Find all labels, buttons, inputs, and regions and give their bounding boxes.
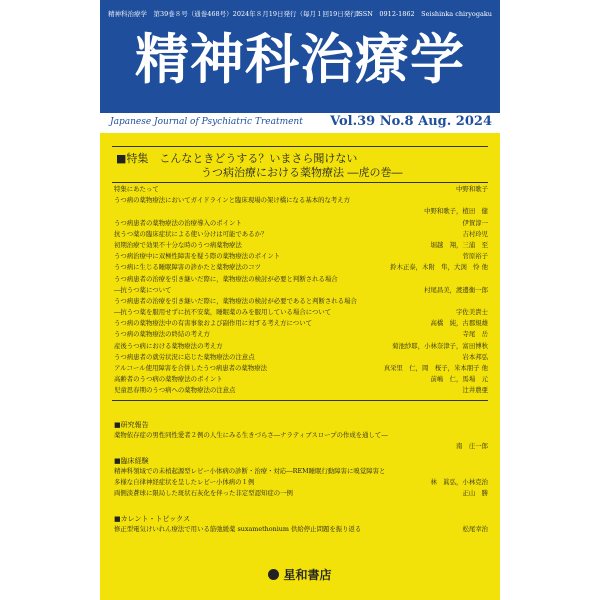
toc-entry-title: うつ病に生じる睡眠障害の診かたと薬物療法のコツ	[114, 263, 261, 272]
toc-entry-author: 正山 勝	[460, 488, 488, 499]
toc-entry-author: 菊池紗耶，小林奈津子，富田博秋	[390, 341, 488, 352]
toc-entry-author: 松尾幸治	[460, 524, 488, 535]
section-toc	[114, 524, 488, 535]
section-heading: ■研究報告	[114, 421, 149, 429]
toc-entry-title: 多様な自律神経症状を呈したレビー小体病の１例	[114, 478, 255, 487]
toc-entry-author: 吉村玲児	[460, 229, 488, 240]
toc-entry	[114, 262, 488, 273]
toc-entry	[114, 206, 488, 217]
toc-entry	[114, 240, 488, 251]
toc-entry-title: ―抗うつ薬を服用せずに抗不安薬，睡眠薬のみを服用している場合について	[114, 308, 332, 317]
toc-entry-title: 高齢者のうつ病の薬物療法のポイント	[114, 375, 223, 384]
divider	[112, 182, 488, 183]
toc-entry	[114, 341, 488, 352]
toc-entry-author: 寺尾 岳	[460, 329, 488, 340]
toc-entry-title: 両側淡蒼球に限局した斑状石灰化を伴った非定型認知症の一例	[114, 489, 293, 498]
masthead	[100, 0, 500, 113]
toc-entry-title: うつ病の薬物療法においてガイドラインと臨床現場の架け橋になる基本的な考え方	[114, 196, 351, 205]
toc-entry-title: 修正型電気けいれん療法で用いる筋弛緩薬 suxamethonium 供給停止問題を振り返る	[114, 525, 362, 533]
toc-entry	[114, 274, 488, 285]
toc-entry-author: 辻井農亜	[460, 385, 488, 396]
section-heading: ■カレント・トピックス	[114, 515, 191, 523]
toc-entry-author: 岩本邦弘	[460, 352, 488, 363]
publisher-logo-icon	[268, 569, 279, 580]
toc-entry-author: 中野和歌子，植田 健	[422, 206, 488, 217]
publisher	[100, 566, 500, 583]
toc-entry-author: 村尾昌美，渡邊衡一郎	[422, 285, 488, 296]
subtitle-bar	[100, 113, 500, 133]
section-toc	[114, 466, 488, 500]
toc-entry-author: 堀越 翔，三浦 至	[428, 240, 488, 251]
english-title: Japanese Journal of Psychiatric Treatment	[110, 117, 303, 127]
toc-entry	[114, 374, 488, 385]
journal-cover	[100, 0, 500, 600]
toc-entry-title: 産後うつ病における薬物療法の考え方	[114, 341, 223, 350]
toc-entry-title: 抗うつ薬の臨床症状による使い分けは可能であるか？	[114, 229, 268, 238]
toc-entry	[114, 218, 488, 229]
toc-entry-title: ―抗うつ薬について	[114, 285, 172, 294]
feature-heading-line-2: うつ病治療における薬物療法 ―虎の巻―	[201, 166, 403, 179]
toc-entry	[114, 329, 488, 340]
toc-entry-title: アルコール使用障害を合併したうつ病患者の薬物療法	[114, 364, 267, 372]
toc-entry-title: うつ病の薬物療法の終結の考え方	[114, 330, 210, 339]
toc-entry-title: 薬物依存症の男性同性愛者２例の人生にみる生きづらさ―ナラティブスロープの作成を通して―	[114, 431, 388, 439]
toc-entry	[114, 195, 488, 206]
toc-entry	[114, 296, 488, 307]
feature-heading-line-1: ■特集 こんなときどうする？いまさら聞けない	[116, 152, 358, 165]
toc-entry-title: 初期治療で効果不十分な時のうつ病薬物療法	[114, 240, 242, 249]
toc-entry	[114, 251, 488, 262]
toc-entry-title: うつ病の薬物療法中の有害事象および副作用に対する考え方について	[114, 319, 312, 328]
toc-entry	[114, 307, 488, 318]
toc-entry	[114, 466, 488, 477]
issn-line: ISSN 0912-1862 Seishinka chiryogaku	[355, 10, 492, 18]
toc-entry-title: 児童思春期のうつ病への薬物療法の注意点	[114, 386, 236, 395]
toc-entry	[114, 285, 488, 296]
feature-heading	[116, 152, 486, 180]
toc-entry-author: 菅原裕子	[460, 251, 488, 262]
toc-entry-author: 鈴木正泰，木附 隼，大渕 怜 他	[388, 262, 488, 273]
toc-entry	[114, 488, 488, 499]
toc-entry	[114, 524, 488, 535]
toc-entry-author: 中野和歌子	[454, 184, 488, 195]
volume-label: Vol.39 No.8 Aug. 2024	[330, 114, 492, 129]
toc-entry	[114, 184, 488, 195]
issue-line: 精神科治療学 第39巻８号（通巻468号）2024年８月19日発行（毎月１回19日発行）	[108, 10, 364, 18]
toc-entry-title: うつ病患者の就労状況に応じた薬物療法の注意点	[114, 352, 255, 361]
toc-entry-author: 林 眞弘，小林克治	[428, 477, 488, 488]
divider	[112, 146, 488, 147]
toc-entry-title: うつ病患者の治療を引き継いだ際に，薬物療法の検討が必要と判断される場合	[114, 274, 338, 283]
toc-entry-author: 前嶋 仁，馬場 元	[428, 374, 488, 385]
toc-entry	[114, 229, 488, 240]
toc-entry-title: うつ病患者の薬物療法の治療導入のポイント	[114, 218, 242, 227]
toc-entry-author: 南 庄一郎	[454, 441, 488, 452]
toc-entry	[114, 430, 488, 441]
toc-entry-author: 高橋 純，古郡規雄	[428, 318, 488, 329]
toc-entry-title: 特集にあたって	[114, 185, 159, 193]
toc-entry	[114, 363, 488, 374]
feature-toc	[114, 184, 488, 397]
toc-entry-author: 宇佐美貴士	[454, 307, 488, 318]
toc-entry-author: 真栄里 仁，岡 桜子，米本朋子 他	[382, 363, 488, 374]
toc-entry	[114, 441, 488, 452]
section-heading: ■臨床経験	[114, 457, 149, 465]
divider	[112, 400, 488, 401]
toc-entry	[114, 318, 488, 329]
toc-entry-title: うつ病治療中に双極性障害を疑う際の薬物療法のポイント	[114, 252, 281, 261]
journal-title: 精神科治療学	[135, 28, 465, 91]
publisher-name: 星和書店	[283, 568, 332, 582]
toc-entry	[114, 477, 488, 488]
toc-entry	[114, 385, 488, 396]
toc-entry-title: うつ病患者の治療を引き継いだ際に，薬物療法の検討が必要であると判断される場合	[114, 296, 357, 305]
section-toc	[114, 430, 488, 452]
toc-entry-author: 伊賀淳一	[460, 218, 488, 229]
toc-entry-title: 精神科領域での未梢起源型レビー小体病の診断・治療・対応―REM睡眠行動障害に嗅覚障害と	[114, 467, 386, 475]
toc-entry	[114, 352, 488, 363]
